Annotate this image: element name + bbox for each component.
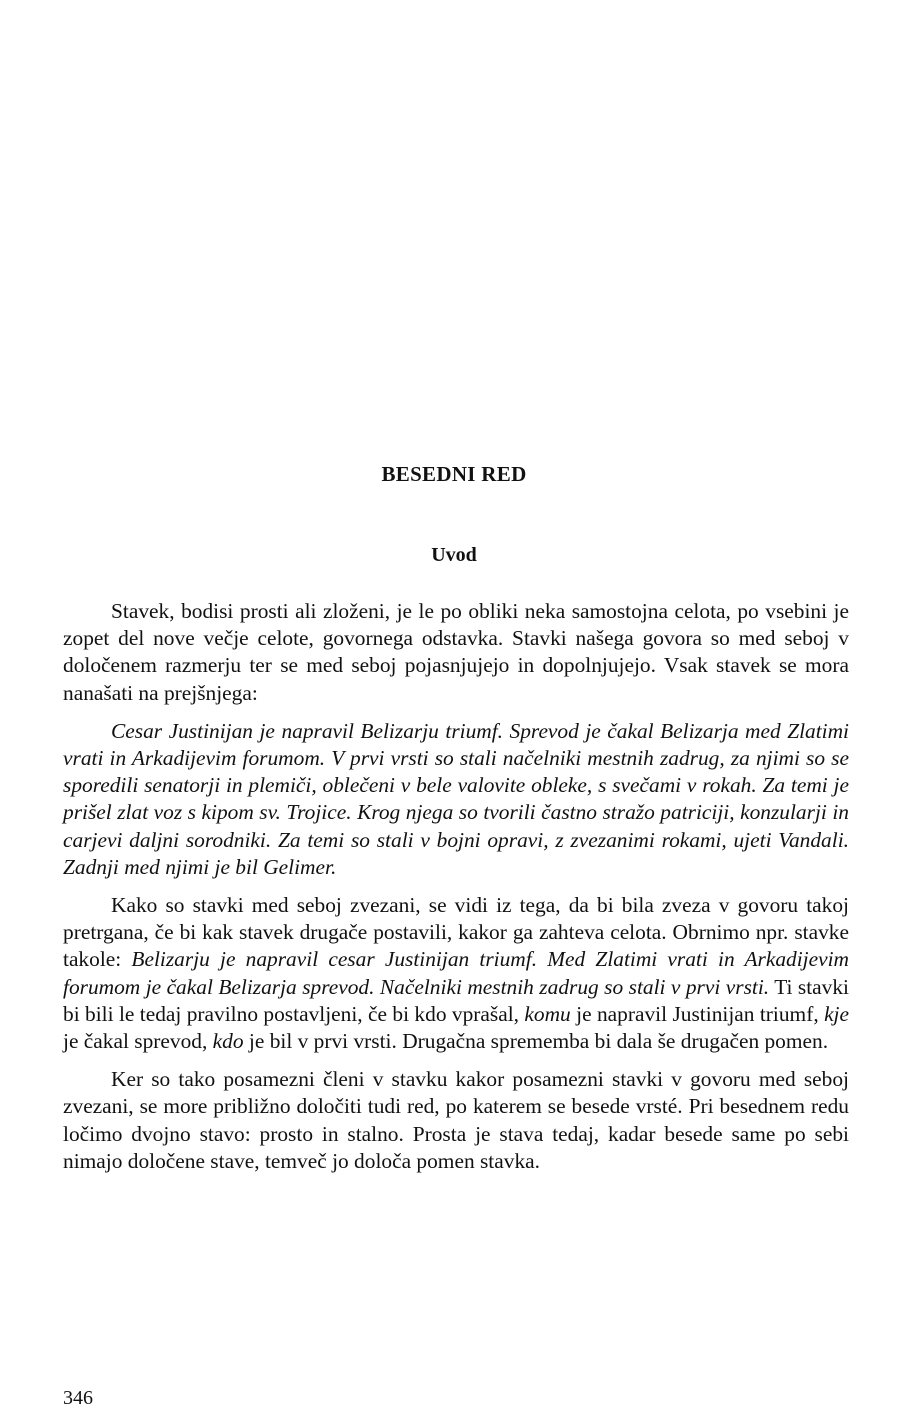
question-word: kdo [212, 1029, 244, 1054]
page-number: 346 [63, 1387, 93, 1409]
question-word: kje [824, 1001, 849, 1026]
paragraph-explanation-text: je napravil Justinijan triumf, [570, 1001, 825, 1026]
question-word: komu [524, 1001, 571, 1026]
paragraph-explanation [63, 892, 849, 1055]
paragraph-intro: Stavek, bodisi prosti ali zloženi, je le po obliki neka samostojna celota, po vsebini je zopet del nove večje celote, govornega odstavka. Stavki našega govora so med seboj v določenem razmerju ter se med seboj pojasnjujejo in dopolnjujejo. Vsak stavek se mora nanašati na prejšnjega: [63, 599, 849, 705]
paragraph-explanation-text: Ti stavki bi bili le tedaj pravilno postavljeni, če bi kdo vprašal, [63, 974, 849, 1026]
paragraph-explanation-text: je bil v prvi vrsti. Drugačna sprememba bi dala še drugačen pomen. [243, 1029, 829, 1054]
chapter-title: BESEDNI RED [381, 462, 527, 486]
section-title: Uvod [431, 544, 477, 566]
paragraph-explanation-text: je čakal sprevod, [63, 1029, 213, 1054]
body-text [63, 598, 849, 1175]
paragraph-explanation-text: Kako so stavki med seboj zvezani, se vidi iz tega, da bi bila zveza v govoru takoj pretrgana, če bi kak stavek drugače postavili, kakor ga zahteva celota. Obrnimo npr. stavke takole: [63, 893, 849, 972]
paragraph-word-order: Ker so tako posamezni členi v stavku kakor posamezni stavki v govoru med seboj zvezani, se more približno določiti tudi red, po katerem se besede vrsté. Pri besednem redu ločimo dvojno stavo: prosto in stalno. Prosta je stava tedaj, kadar besede same po sebi nimajo določene stave, temveč jo določa pomen stavka. [63, 1067, 849, 1173]
example-quote: Cesar Justinijan je napravil Belizarju triumf. Sprevod je čakal Belizarja med Zlatimi vrati in Arkadijevim forumom. V prvi vrsti so stali načelniki mestnih zadrug, za njimi so se sporedili senatorji in plemiči, oblečeni v bele valovite obleke, s svečami v rokah. Za temi je prišel zlat voz s kipom sv. Trojice. Krog njega so tvorili častno stražo patriciji, konzularji in carjevi daljni sorodniki. Za temi so stali v bojni opravi, z zvezanimi rokami, ujeti Vandali. Zadnji med njimi je bil Gelimer. [63, 718, 849, 879]
reordered-example: Belizarju je napravil cesar Justinijan triumf. Med Zlatimi vrati in Arkadijevim forumom je čakal Belizarja sprevod. Načelniki mestnih zadrug so stali v prvi vrsti. [63, 947, 849, 999]
